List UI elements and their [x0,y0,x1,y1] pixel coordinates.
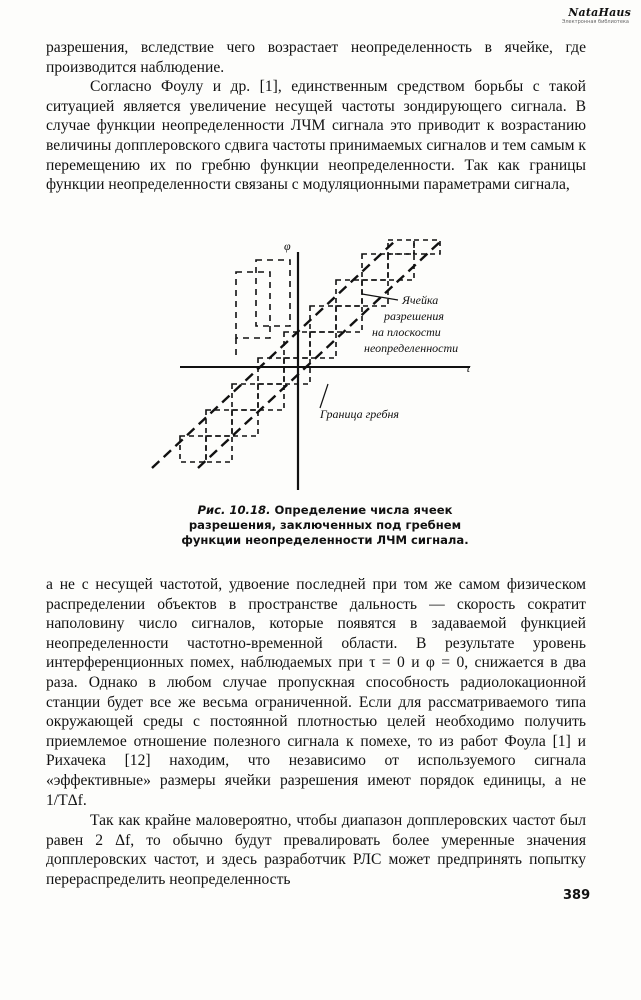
figure-caption [160,503,490,548]
ambiguity-diagram [140,232,500,502]
text-block-top [46,38,586,195]
ridge-leader-line [320,384,328,408]
figure-10-18 [140,232,500,502]
annotation-ridge: Граница гребня [320,407,400,421]
tau-axis-label: τ [466,361,471,375]
text-block-middle [46,575,586,810]
phi-axis-label: φ [284,239,291,253]
paragraph-carrier: а не с несущей частотой, удвоение последней при том же самом физическом распределении объектов в пространстве дальность — скорость сократит наполовину число сигналов, которые появятся в задаваемой функцией неопределенности частотно-временной области. В результате уровень интерференционных помех, наблюдаемых при τ = 0 и φ = 0, снижается в два раза. Однако в любом случае пропускная способность радиолокационной станции будет все же весьма ограниченной. Если для рассматриваемого типа окружающей среды с постоянной плотностью целей необходимо получить приемлемое отношение полезного сигнала к помехе, то из работ Фоула [1] и Рихачека [12] находим, что независимо от используемого сигнала «эффективные» размеры ячейки разрешения имеют порядок единицы, а не 1/TΔf. [46,576,586,809]
annotation-cell-4: неопределенности [364,341,459,355]
paragraph-doppler: Так как крайне маловероятно, чтобы диапазон допплеровских частот был равен 2 Δf, то обычно будут превалировать более умеренные значения допплеровских частот, и здесь разработчик РЛС может предпринять попытку перераспределить неопределенность [46,812,586,888]
ridge-boundary-upper [152,240,396,468]
watermark-logo: NataHaus [568,6,631,19]
paragraph-continuation: разрешения, вследствие чего возрастает неопределенность в ячейке, где производится наблюдение. [46,39,586,76]
annotation-cell-1: Ячейка [402,293,439,307]
annotation-cell-2: разрешения [384,309,444,323]
figure-number: Рис. 10.18. [197,503,271,517]
page-number: 389 [563,888,591,903]
figure-caption-text: Определение числа ячеек разрешения, заключенных под гребнем функции неопределенности ЛЧМ сигнала. [181,503,469,547]
watermark-subtitle: Электронная библиотека [561,19,629,25]
text-block-bottom [46,811,586,889]
annotation-cell-3: на плоскости [372,325,441,339]
paragraph-fowle: Согласно Фоулу и др. [1], единственным средством борьбы с такой ситуацией является увеличение несущей частоты зондирующего сигнала. В случае функции неопределенности ЛЧМ сигнала это приводит к возрастанию величины допплеровского сдвига частоты принимаемых сигналов и тем самым к перемещению их по гребню функции неопределенности. Так как границы функции неопределенности связаны с модуляционными параметрами сигнала, [46,78,586,194]
